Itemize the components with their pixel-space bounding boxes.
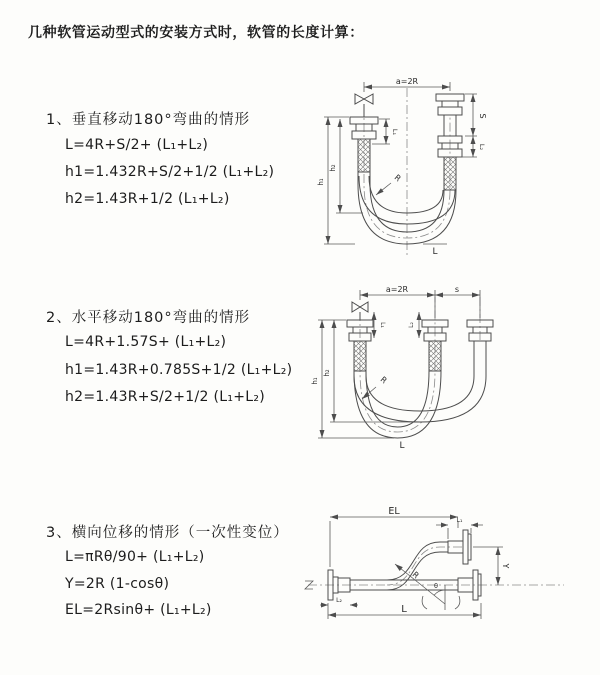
dim-label-l1: L₁ (391, 128, 399, 136)
radius-label: R (410, 569, 421, 581)
hose-s-body (350, 542, 458, 590)
section-3-formula-L: L=πRθ/90+ (L₁+L₂) (65, 549, 205, 565)
dim-label-h1: h₁ (317, 178, 325, 186)
section-2-formula-h1: h1=1.43R+0.785S+1/2 (L₁+L₂) (65, 362, 293, 378)
radius-label: R (392, 172, 403, 184)
length-label: L (432, 247, 438, 257)
section-1-heading: 1、垂直移动180°弯曲的情形 (46, 112, 251, 128)
dim-label-a2r: a=2R (385, 285, 409, 294)
section-2-formula-h2: h2=1.43R+S/2+1/2 (L₁+L₂) (65, 389, 266, 405)
dimension-lines (320, 517, 503, 619)
braided-hose-section (429, 341, 441, 371)
dim-label-l2: L₂ (478, 143, 486, 151)
angle-theta-label: θ (434, 582, 438, 590)
center-lines (364, 88, 450, 255)
dim-label-s: s (454, 285, 460, 294)
radius-label: R (378, 374, 389, 386)
dim-label-h2: h₂ (329, 164, 337, 172)
section-2-heading: 2、水平移动180°弯曲的情形 (46, 310, 251, 326)
dimension-arrows (320, 293, 481, 439)
page-title: 几种软管运动型式的安装方式时，软管的长度计算： (28, 25, 364, 41)
dimension-lines (318, 290, 480, 438)
length-label: L (399, 441, 405, 451)
section-3-formula-EL: EL=2Rsinθ+ (L₁+L₂) (65, 602, 212, 618)
valve-icon (352, 302, 368, 312)
diagram-horizontal-180-bend (306, 281, 576, 451)
length-label: L (401, 604, 407, 615)
dim-label-h2: h₂ (323, 369, 331, 377)
valve-icon (355, 94, 373, 104)
diagram-lateral-displacement (296, 497, 591, 647)
dim-label-l2: L₂ (408, 322, 415, 328)
hose-u-body (354, 359, 486, 438)
dim-label-y: Y (501, 563, 510, 569)
dim-label-l1: L₁ (379, 322, 386, 328)
braided-hose-section (444, 157, 456, 190)
braided-hose-section (354, 341, 366, 371)
section-2-formula-L: L=4R+1.57S+ (L₁+L₂) (65, 334, 227, 350)
dim-label-s: S (478, 113, 487, 119)
section-3-heading: 3、横向位移的情形（一次性变位） (46, 525, 289, 541)
diagram-vertical-180-bend (303, 72, 568, 257)
section-1-formula-L: L=4R+S/2+ (L₁+L₂) (65, 137, 209, 153)
braided-hose-section (358, 139, 370, 172)
dim-label-h1: h₁ (311, 377, 319, 385)
dim-label-l1: L₁ (456, 517, 463, 524)
dim-label-a2r: a=2R (395, 77, 419, 86)
left-valve-fitting (350, 94, 378, 172)
dim-label-l2: L₂ (336, 597, 342, 604)
section-1-formula-h1: h1=1.432R+S/2+1/2 (L₁+L₂) (65, 164, 275, 180)
section-1-formula-h2: h2=1.43R+1/2 (L₁+L₂) (65, 191, 230, 207)
section-3-formula-Y: Y=2R (1-cosθ) (65, 576, 170, 592)
dim-label-el: EL (388, 506, 400, 517)
